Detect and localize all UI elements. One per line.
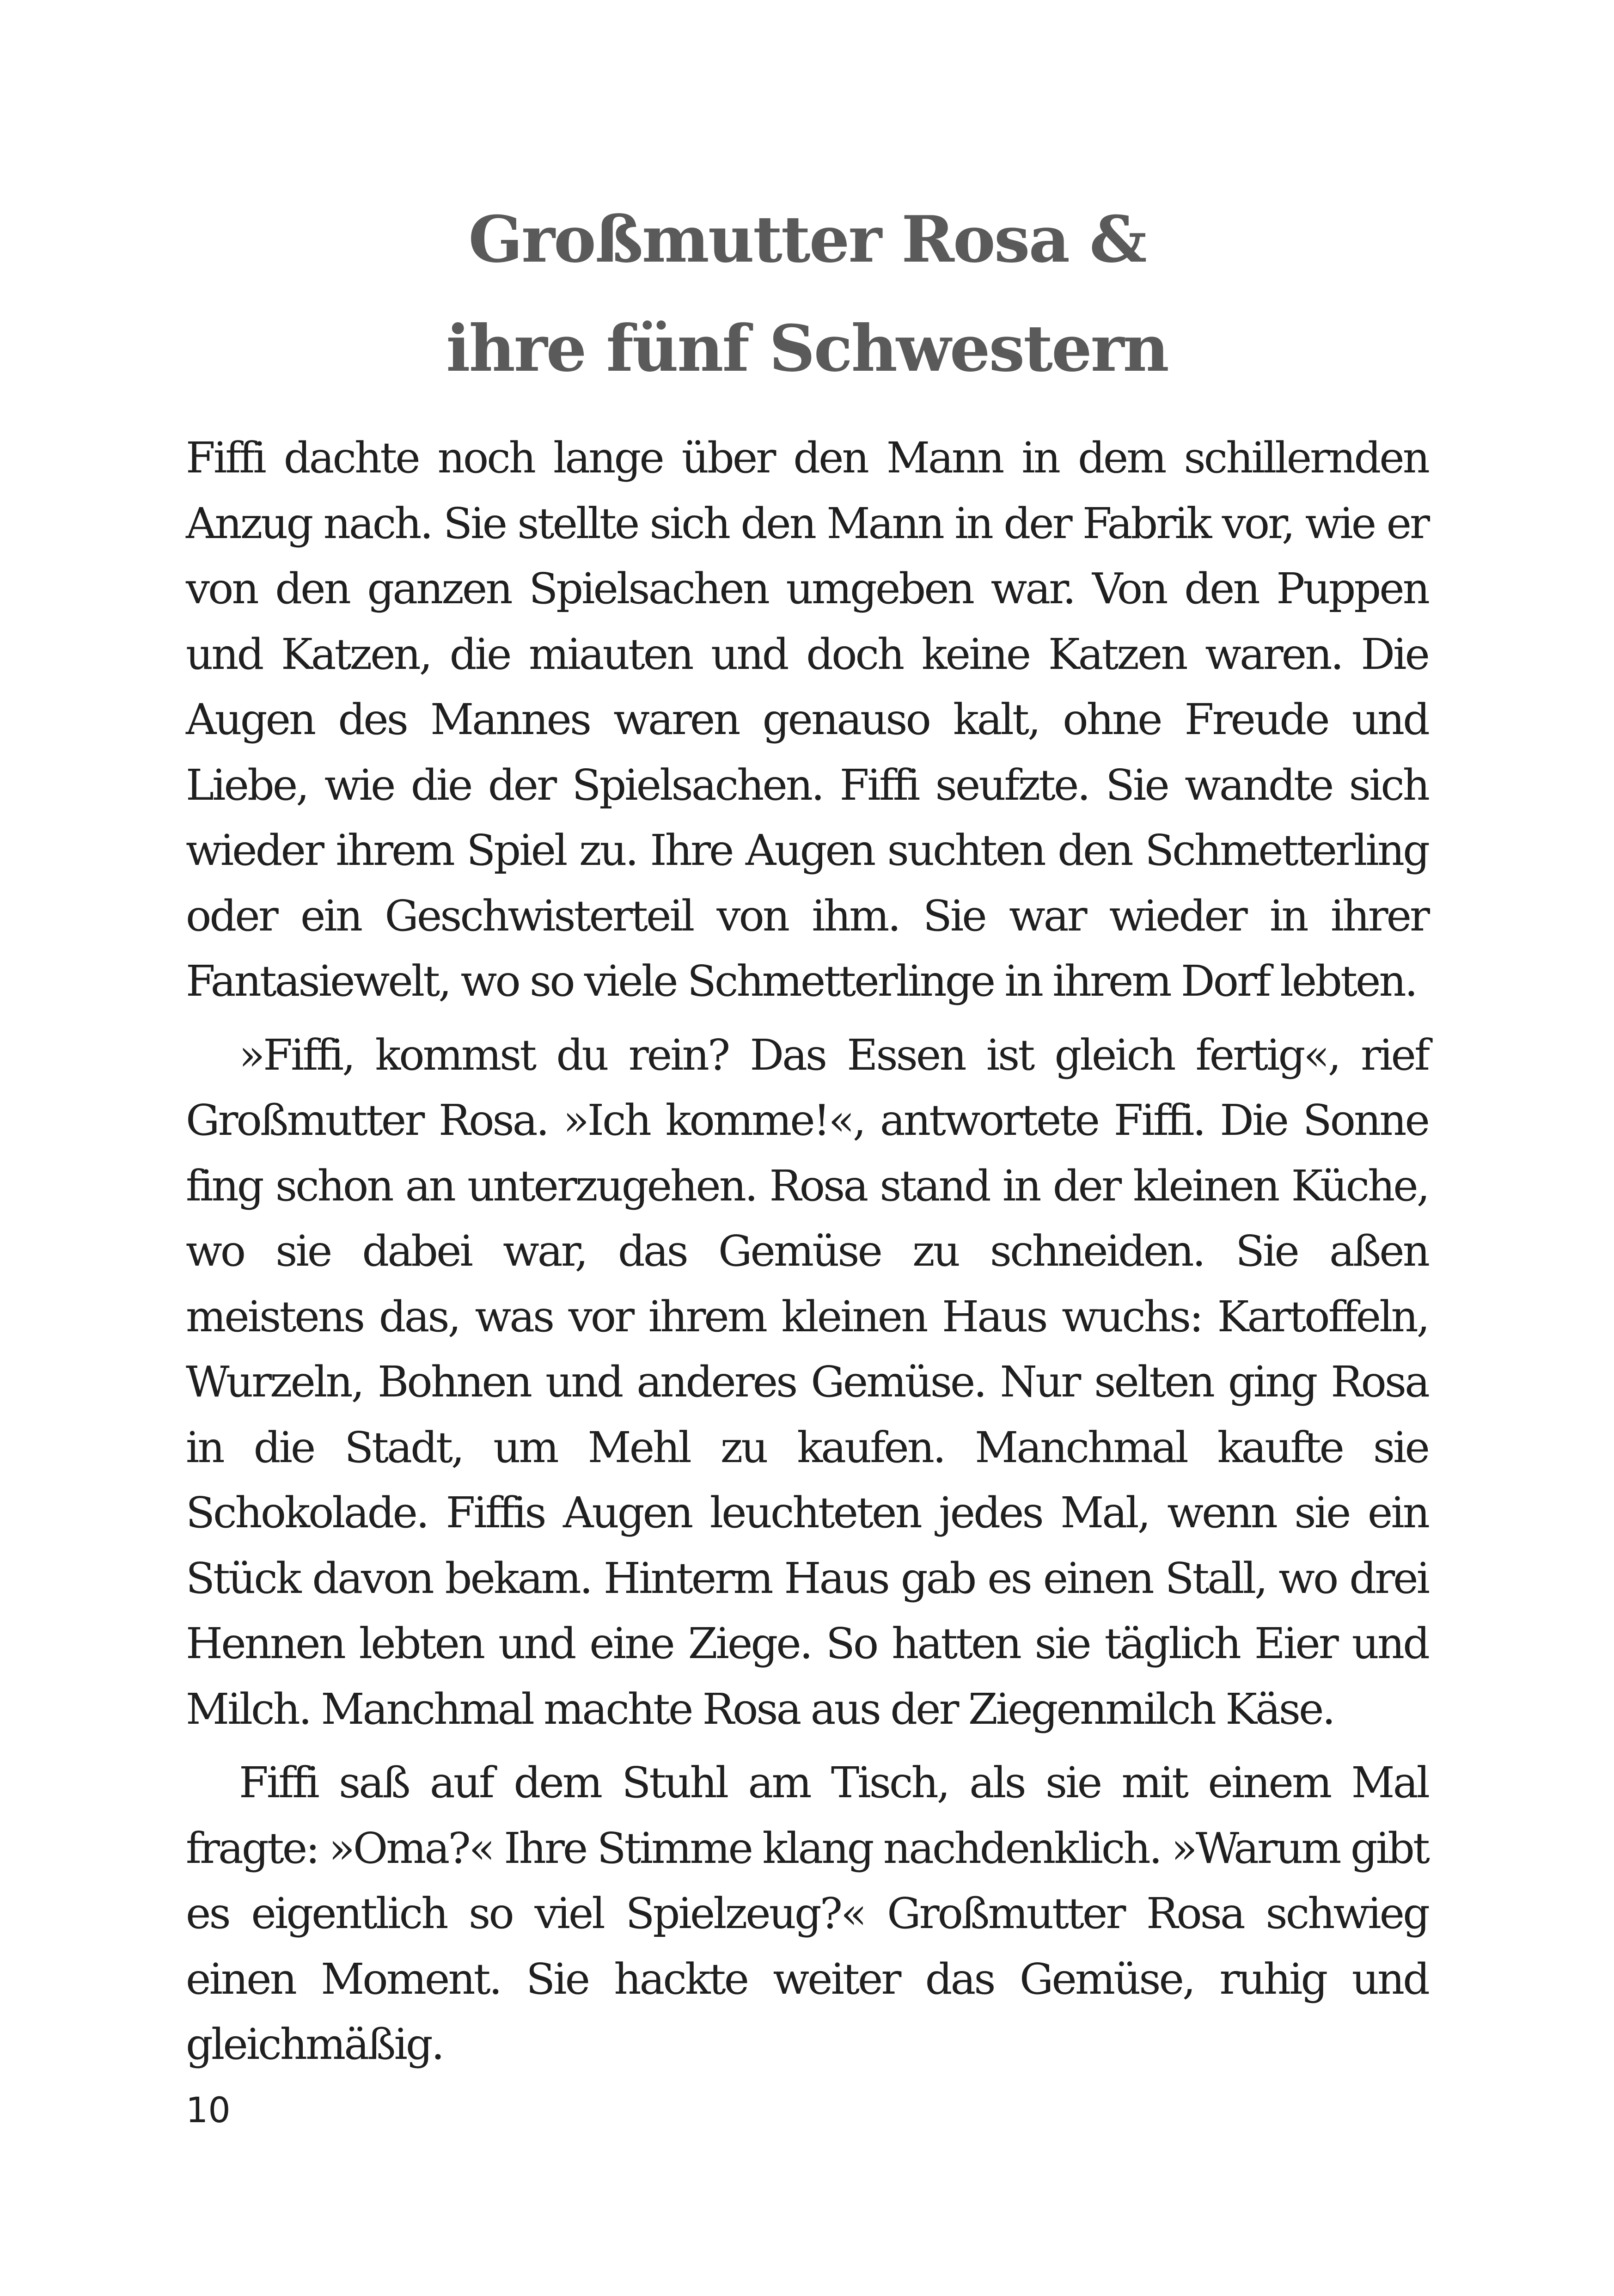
chapter-title-line-1: Großmutter Rosa & [468,202,1146,277]
paragraph-3: Fiffi saß auf dem Stuhl am Tisch, als sie mit einem Mal fragte: »Oma?« Ihre Stimme klang nachdenklich. »Warum gibt es eigentlich so viel Spielzeug?« Großmutter Rosa schwieg einen Moment. Sie hackte weiter das Gemüse, ruhig und gleichmäßig. [186,1758,1428,2069]
body-text [186,425,1428,2077]
paragraph-2: »Fiffi, kommst du rein? Das Essen ist gleich fertig«, rief Großmutter Rosa. »Ich komme!«, antwortete Fiffi. Die Sonne fing schon an unterzugehen. Rosa stand in der kleinen Küche, wo sie dabei war, das Gemüse zu schneiden. Sie aßen meistens das, was vor ihrem kleinen Haus wuchs: Kartoffeln, Wurzeln, Bohnen und anderes Gemüse. Nur selten ging Rosa in die Stadt, um Mehl zu kaufen. Manchmal kaufte sie Schokolade. Fiffis Augen leuchteten jedes Mal, wenn sie ein Stück davon bekam. Hinterm Haus gab es einen Stall, wo drei Hennen lebten und eine Ziege. So hatten sie täglich Eier und Milch. Manchmal machte Rosa aus der Ziegenmilch Käse. [186,1030,1428,1734]
chapter-title-line-2: ihre fünf Schwestern [446,311,1168,386]
paragraph-1: Fiffi dachte noch lange über den Mann in dem schillernden Anzug nach. Sie stellte sich den Mann in der Fabrik vor, wie er von den ganzen Spielsachen umgeben war. Von den Puppen und Katzen, die miauten und doch keine Katzen waren. Die Augen des Mannes waren genauso kalt, ohne Freude und Liebe, wie die der Spielsachen. Fiffi seufzte. Sie wandte sich wieder ihrem Spiel zu. Ihre Augen suchten den Schmetterling oder ein Geschwisterteil von ihm. Sie war wieder in ihrer Fantasiewelt, wo so viele Schmetterlinge in ihrem Dorf lebten. [186,433,1428,1006]
chapter-title [186,185,1428,403]
page-number: 10 [186,2089,231,2131]
